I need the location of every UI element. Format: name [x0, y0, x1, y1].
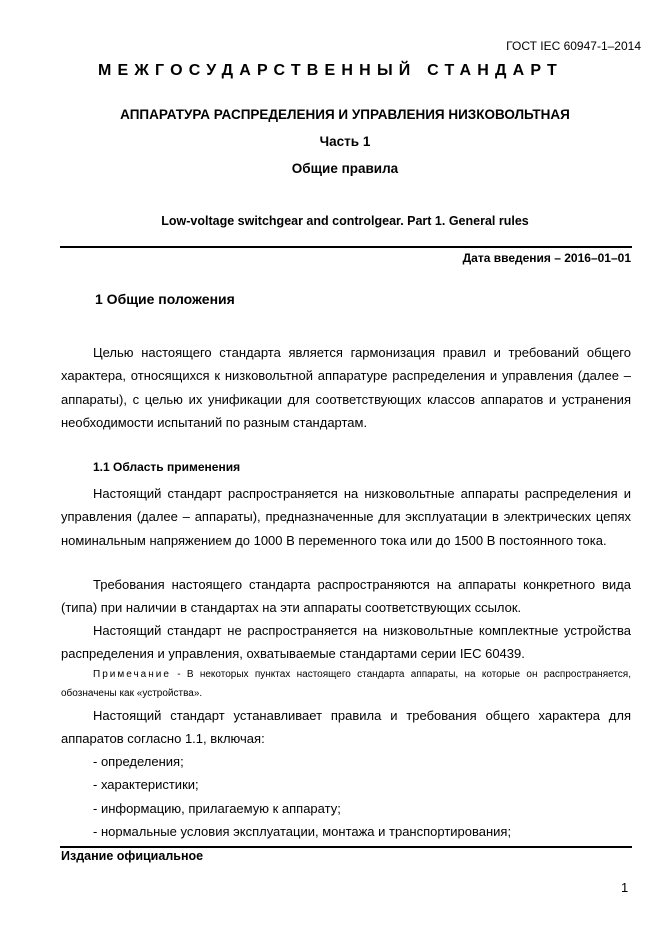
subsection-heading: 1.1 Область применения — [93, 460, 241, 474]
scope-paragraph: Требования настоящего стандарта распространяются на аппараты конкретного вида (типа) при наличии в стандартах на эти аппараты соответствующих ссылок. — [61, 577, 631, 616]
scope-paragraph: Настоящий стандарт распространяется на низковольтные аппараты распределения и управления (далее – аппараты), предназначенные для эксплуатации в электрических цепях номинальным напряжением до 1000 В переменного тока или до 1500 В постоянного тока. — [61, 486, 631, 548]
note-text: - В некоторых пунктах настоящего стандарта аппараты, на которые он распространяется, обозначены как «устройства». — [61, 669, 631, 699]
document-title: АППАРАТУРА РАСПРЕДЕЛЕНИЯ И УПРАВЛЕНИЯ НИЗКОВОЛЬТНАЯ — [120, 107, 570, 122]
bottom-divider — [60, 846, 632, 848]
standard-type: МЕЖГОСУДАРСТВЕННЫЙ СТАНДАРТ — [98, 62, 563, 79]
page-number: 1 — [621, 880, 629, 895]
document-subtitle: Общие правила — [291, 161, 399, 176]
section-paragraph: Целью настоящего стандарта является гармонизация правил и требований общего характера, относящихся к низковольтной аппаратуре распределения и управления (далее – аппараты), с целью их унификации для соответствующих классов аппаратов и устранения необходимости испытаний по разным стандартам. — [61, 345, 631, 431]
list-item: - информацию, прилагаемую к аппарату; — [93, 800, 341, 816]
top-divider — [60, 246, 632, 248]
list-item: - определения; — [93, 754, 184, 769]
introduction-date: Дата введения – 2016–01–01 — [462, 251, 631, 265]
list-item: - нормальные условия эксплуатации, монтажа и транспортирования; — [93, 824, 512, 840]
english-title: Low-voltage switchgear and controlgear. Part 1. General rules — [161, 214, 529, 228]
document-code: ГОСТ IEC 60947-1–2014 — [506, 39, 641, 53]
note — [61, 666, 631, 703]
requirements-list — [93, 750, 511, 844]
edition-label: Издание официальное — [61, 849, 204, 863]
list-item: - характеристики; — [93, 777, 199, 793]
part-label: Часть 1 — [319, 134, 371, 149]
section-heading: 1 Общие положения — [95, 291, 235, 307]
note-label: Примечание — [93, 669, 171, 680]
scope-paragraph: Настоящий стандарт не распространяется на низковольтные комплектные устройства распределения и управления, охватываемые стандартами серии IEC 60439. — [61, 623, 631, 662]
scope-paragraph: Настоящий стандарт устанавливает правила и требования общего характера для аппаратов согласно 1.1, включая: — [61, 708, 631, 747]
